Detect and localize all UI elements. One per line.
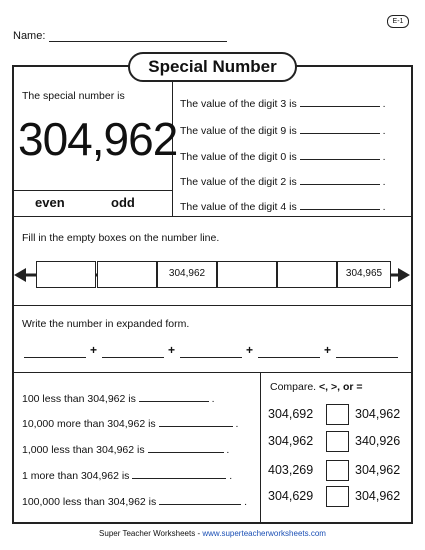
divider — [12, 305, 413, 306]
name-label: Name: — [13, 30, 46, 42]
answer-blank[interactable] — [300, 200, 380, 210]
plus-sign: + — [168, 343, 176, 357]
number-line-instruction: Fill in the empty boxes on the number line. — [22, 232, 220, 244]
more-less-question: 1 more than 304,962 is . — [22, 470, 233, 482]
number-line-box: 304,965 — [337, 261, 391, 288]
compare-right-number: 340,926 — [355, 434, 401, 448]
compare-right-number: 304,962 — [355, 489, 401, 503]
digit-question: The value of the digit 3 is . — [180, 98, 386, 110]
number-line-box[interactable] — [217, 261, 277, 288]
even-option[interactable]: even — [35, 195, 65, 210]
answer-blank[interactable] — [159, 495, 241, 505]
footer-link[interactable]: www.superteacherworksheets.com — [202, 529, 326, 538]
answer-blank[interactable] — [148, 443, 224, 453]
plus-sign: + — [246, 343, 254, 357]
name-row — [13, 30, 227, 42]
number-line-box[interactable] — [36, 261, 96, 288]
number-line-box: 304,962 — [157, 261, 217, 288]
digit-question: The value of the digit 4 is . — [180, 201, 386, 213]
compare-symbol-box[interactable] — [326, 404, 349, 425]
number-line-box[interactable] — [97, 261, 157, 288]
digit-question: The value of the digit 9 is . — [180, 125, 386, 137]
answer-blank[interactable] — [139, 392, 209, 402]
answer-blank[interactable] — [300, 150, 380, 160]
odd-option[interactable]: odd — [111, 195, 135, 210]
divider — [12, 190, 172, 191]
compare-left-number: 304,962 — [268, 434, 314, 448]
more-less-question: 10,000 more than 304,962 is . — [22, 418, 239, 430]
expanded-blank[interactable] — [24, 357, 86, 358]
plus-sign: + — [90, 343, 98, 357]
compare-right-number: 304,962 — [355, 407, 401, 421]
name-field[interactable] — [49, 31, 227, 42]
compare-left-number: 403,269 — [268, 463, 314, 477]
left-arrow-icon — [14, 268, 26, 282]
divider — [12, 216, 413, 217]
page-id-badge: E-1 — [387, 15, 409, 28]
compare-left-number: 304,629 — [268, 489, 314, 503]
expanded-form-instruction: Write the number in expanded form. — [22, 318, 190, 330]
more-less-question: 100,000 less than 304,962 is . — [22, 496, 248, 508]
digit-question: The value of the digit 0 is . — [180, 151, 386, 163]
expanded-blank[interactable] — [180, 357, 242, 358]
plus-sign: + — [324, 343, 332, 357]
digit-question: The value of the digit 2 is . — [180, 176, 386, 188]
compare-instruction: Compare. <, >, or = — [270, 381, 363, 393]
divider — [260, 372, 261, 523]
worksheet-title: Special Number — [128, 52, 297, 82]
expanded-blank[interactable] — [258, 357, 320, 358]
footer: Super Teacher Worksheets - www.superteacherworksheets.com — [99, 529, 326, 538]
more-less-question: 100 less than 304,962 is . — [22, 393, 215, 405]
compare-right-number: 304,962 — [355, 463, 401, 477]
compare-symbol-box[interactable] — [326, 460, 349, 481]
special-number-intro: The special number is — [22, 90, 125, 102]
answer-blank[interactable] — [300, 97, 380, 107]
number-line-box[interactable] — [277, 261, 337, 288]
right-arrow-icon — [398, 268, 410, 282]
answer-blank[interactable] — [132, 469, 226, 479]
expanded-blank[interactable] — [102, 357, 164, 358]
special-number: 304,962 — [18, 113, 178, 165]
more-less-question: 1,000 less than 304,962 is . — [22, 444, 230, 456]
answer-blank[interactable] — [300, 175, 380, 185]
compare-symbol-box[interactable] — [326, 431, 349, 452]
answer-blank[interactable] — [159, 417, 233, 427]
compare-left-number: 304,692 — [268, 407, 314, 421]
divider — [12, 372, 413, 373]
answer-blank[interactable] — [300, 124, 380, 134]
compare-symbol-box[interactable] — [326, 486, 349, 507]
expanded-blank[interactable] — [336, 357, 398, 358]
